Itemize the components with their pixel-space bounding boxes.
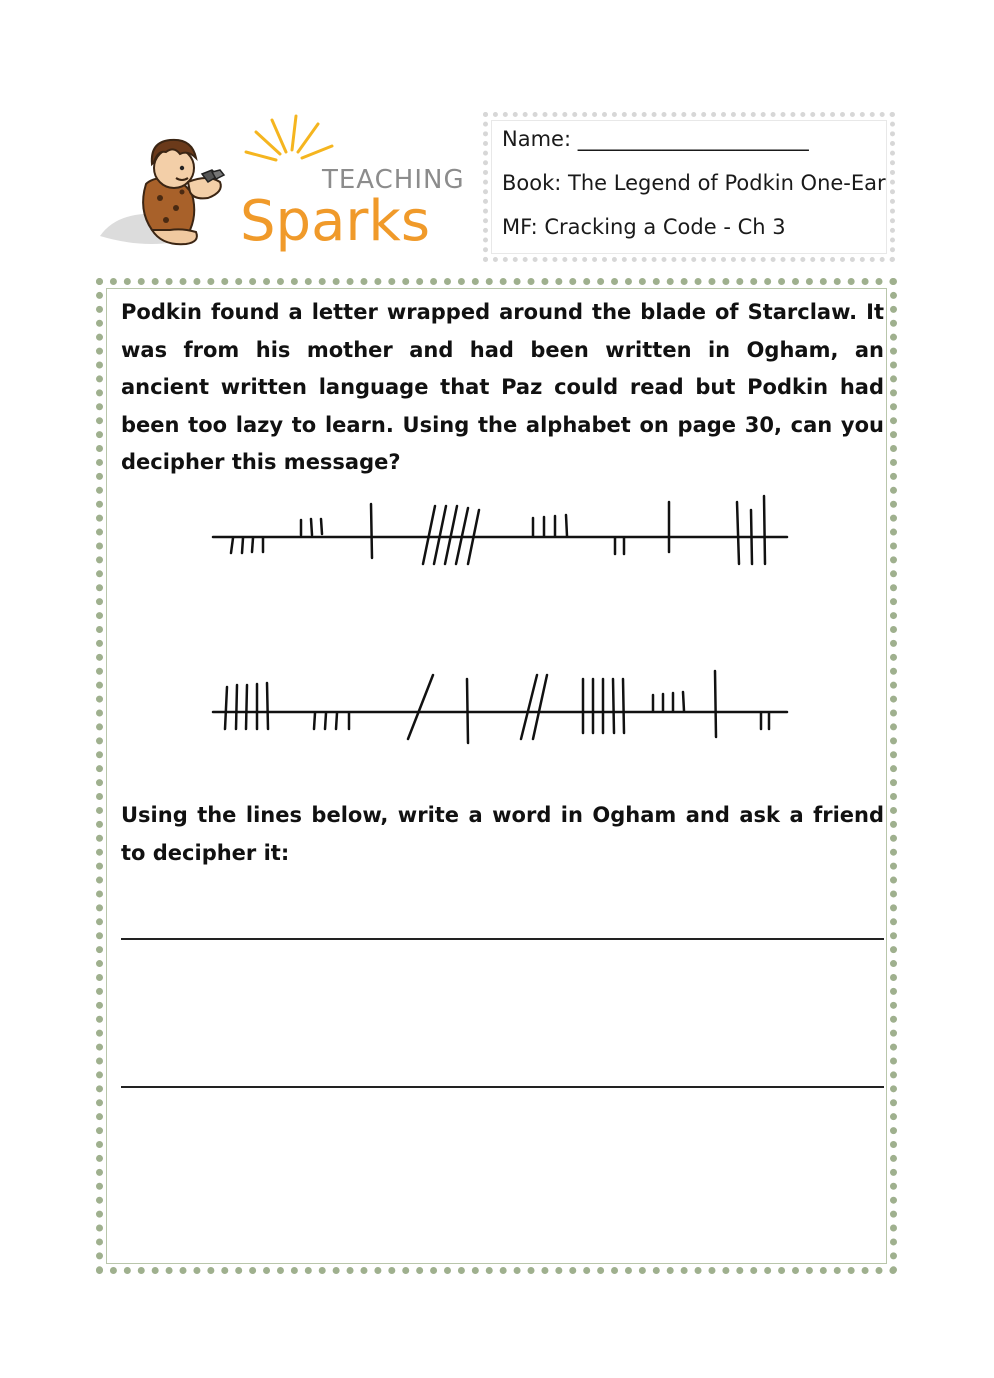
- teaching-sparks-logo: [96, 112, 468, 260]
- student-info-box: [483, 112, 895, 262]
- task-instructions: Podkin found a letter wrapped around the blade of Starclaw. It was from his mother and had been written in Ogham, an ancient written language that Paz could read but Podkin had been too lazy to learn. Using the alphabet on page 30, can you decipher this message?: [121, 300, 884, 474]
- answer-line-2[interactable]: [121, 1086, 884, 1088]
- writing-instructions: Using the lines below, write a word in Ogham and ask a friend to decipher it:: [121, 803, 884, 865]
- brand-teaching-text: TEACHING: [322, 165, 465, 195]
- worksheet-box: [96, 278, 897, 1274]
- mf-chapter: MF: Cracking a Code - Ch 3: [502, 215, 786, 239]
- caveman-illustration: [143, 140, 224, 244]
- ogham-message-line-1: [203, 482, 793, 582]
- ogham-message-line-2: [203, 657, 793, 757]
- sparks-rays-icon: [246, 116, 332, 160]
- brand-sparks-text: Sparks: [240, 189, 431, 254]
- book-title: Book: The Legend of Podkin One-Ear: [502, 171, 886, 195]
- answer-line-1[interactable]: [121, 938, 884, 940]
- name-field[interactable]: Name: ______________________: [502, 127, 809, 151]
